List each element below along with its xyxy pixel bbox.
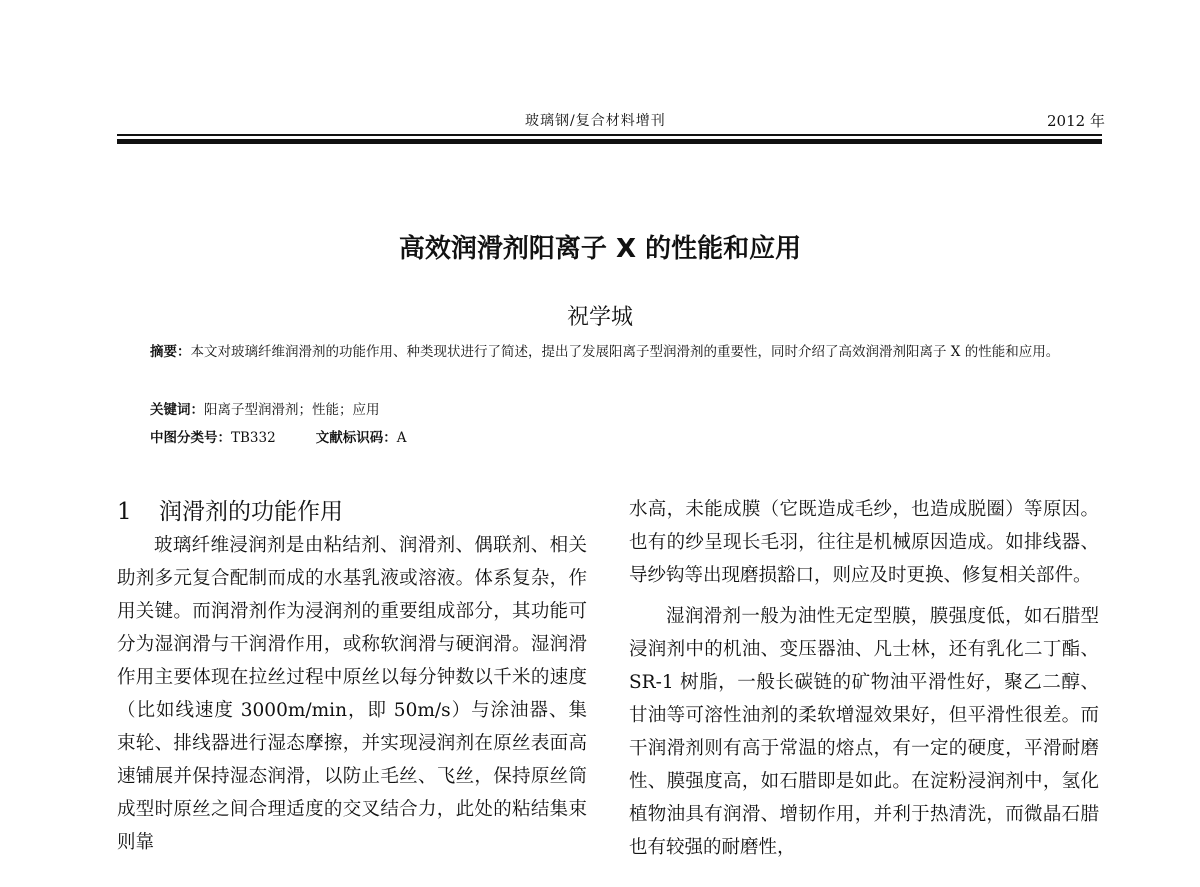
abstract [117, 338, 1102, 366]
paragraph: 湿润滑剂一般为油性无定型膜，膜强度低，如石腊型浸润剂中的机油、变压器油、凡士林，还有乳化二丁酯、SR-1 树脂，一般长碳链的矿物油平滑性好，聚乙二醇、甘油等可溶性油剂的柔软增湿效果好，但平滑性很差。而干润滑剂则有高于常温的熔点，有一定的硬度，平滑耐磨性、膜强度高，如石腊即是如此。在淀粉浸润剂中，氢化植物油具有润滑、增韧作用，并利于热清洗，而微晶石腊也有较强的耐磨性， [629, 606, 1099, 858]
classification [150, 424, 406, 452]
author: 祝学城 [566, 305, 633, 330]
abstract-text: 本文对玻璃纤维润滑剂的功能作用、种类现状进行了简述，提出了发展阳离子型润滑剂的重要性，同时介绍了高效润滑剂阳离子 X 的性能和应用。 [190, 344, 1060, 360]
right-column [629, 493, 1099, 887]
running-header-journal: 玻璃钢/复合材料增刊 [525, 113, 666, 129]
paper-title: 高效润滑剂阳离子 X 的性能和应用 [398, 234, 802, 264]
doc-code-value: A [396, 430, 407, 446]
keywords [150, 396, 380, 424]
header-rule-thick [117, 139, 1102, 144]
clc-label: 中图分类号： [150, 430, 231, 446]
paragraph: 玻璃纤维浸润剂是由粘结剂、润滑剂、偶联剂、相关助剂多元复合配制而成的水基乳液或溶液。体系复杂，作用关键。而润滑剂作为浸润剂的重要组成部分，其功能可分为湿润滑与干润滑作用，或称软润滑与硬润滑。湿润滑作用主要体现在拉丝过程中原丝以每分钟数以千米的速度（比如线速度 3000m/min，即 50m/s）与涂油器、集束轮、排线器进行湿态摩擦，并实现浸润剂在原丝表面高速铺展并保持湿态润滑，以防止毛丝、飞丝，保持原丝筒成型时原丝之间合理适度的交叉结合力，此处的粘结集束则靠 [117, 535, 587, 853]
abstract-label: 摘要： [150, 344, 191, 360]
keywords-label: 关键词： [150, 402, 204, 418]
section-title: 润滑剂的功能作用 [159, 499, 343, 525]
clc-value: TB332 [231, 430, 276, 446]
keywords-text: 阳离子型润滑剂；性能；应用 [204, 402, 380, 418]
left-column [117, 529, 587, 859]
header-rule-thin [117, 134, 1102, 136]
section-heading [117, 493, 343, 526]
section-number: 1 [117, 499, 132, 525]
paragraph: 水高，未能成膜（它既造成毛纱，也造成脱圈）等原因。也有的纱呈现长毛羽，往往是机械原因造成。如排线器、导纱钩等出现磨损豁口，则应及时更换、修复相关部件。 [629, 499, 1099, 586]
doc-code-label: 文献标识码： [315, 430, 397, 446]
running-header-year: 2012 年 [1047, 112, 1105, 130]
